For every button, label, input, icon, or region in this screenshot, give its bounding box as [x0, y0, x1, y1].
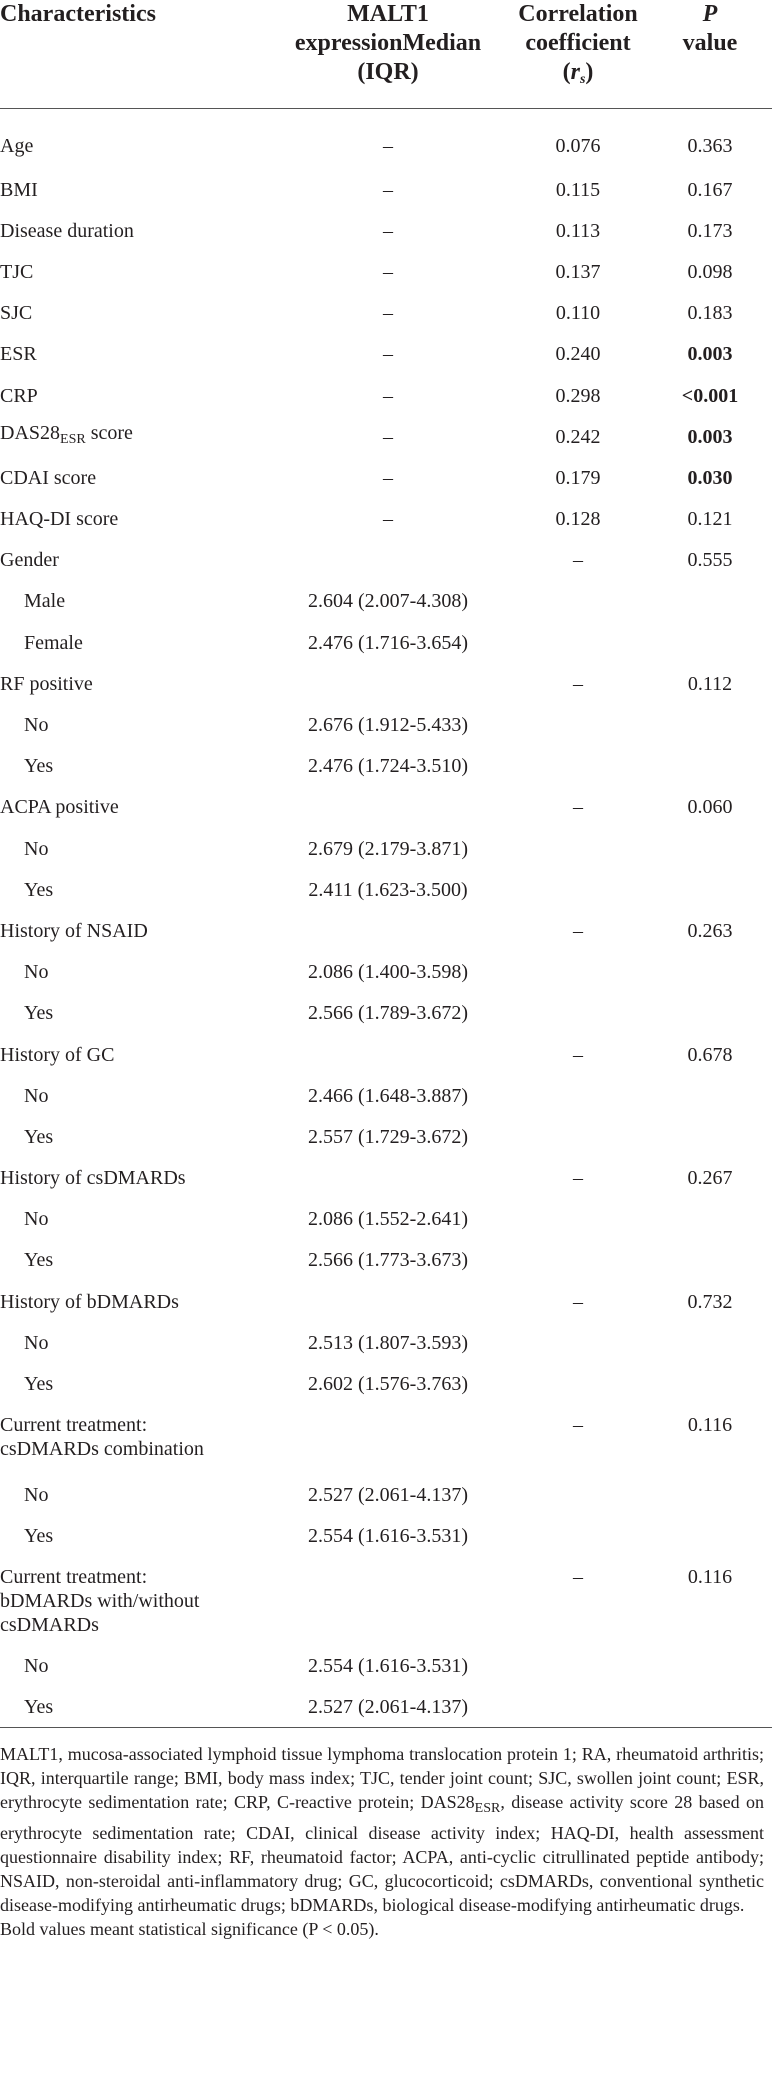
table-row	[0, 457, 772, 498]
table-row	[0, 210, 772, 251]
row-label: Yes	[24, 1695, 54, 1718]
row-median	[268, 540, 508, 581]
row-label: Yes	[24, 1249, 54, 1272]
row-label: SJC	[0, 302, 33, 325]
row-median: –	[383, 219, 393, 242]
row-p-value	[648, 1516, 772, 1557]
row-label: ESR	[0, 343, 37, 366]
row-p-value-significant: 0.003	[687, 425, 733, 448]
row-p-value	[648, 869, 772, 910]
row-label: CRP	[0, 384, 38, 407]
row-p-value	[648, 993, 772, 1034]
row-label: No	[24, 837, 49, 860]
row-p-value	[648, 746, 772, 787]
row-p-value	[648, 1475, 772, 1516]
table-row	[0, 1158, 772, 1199]
row-label: History of csDMARDs	[0, 1167, 186, 1190]
row-p-value: 0.116	[687, 1566, 733, 1588]
row-median: 2.602 (1.576-3.763)	[308, 1373, 468, 1396]
row-median: 2.527 (2.061-4.137)	[308, 1484, 468, 1507]
row-p-value	[648, 1322, 772, 1363]
table-row	[0, 1363, 772, 1404]
row-correlation	[508, 1199, 648, 1240]
row-correlation: –	[573, 1167, 583, 1190]
row-correlation	[508, 622, 648, 663]
row-p-value-significant: 0.030	[687, 466, 733, 489]
row-label: Yes	[24, 1125, 54, 1148]
row-correlation: –	[573, 1043, 583, 1066]
row-label: History of bDMARDs	[0, 1290, 179, 1313]
table-row	[0, 1645, 772, 1686]
row-label: Current treatment: csDMARDs combination	[0, 1413, 204, 1460]
header-malt1-expression: MALT1 expressionMedian (IQR)	[294, 1, 482, 85]
row-correlation	[508, 1645, 648, 1686]
row-correlation: 0.240	[555, 343, 601, 366]
table-row	[0, 1557, 772, 1645]
row-label: No	[24, 1654, 49, 1677]
row-label: No	[24, 1331, 49, 1354]
row-correlation	[508, 828, 648, 869]
row-correlation	[508, 1240, 648, 1281]
row-median	[268, 1405, 508, 1475]
row-p-value: 0.098	[687, 260, 733, 283]
row-label: Gender	[0, 549, 59, 572]
row-correlation: –	[573, 672, 583, 695]
row-median	[268, 1281, 508, 1322]
row-median: –	[383, 302, 393, 325]
row-correlation	[508, 1075, 648, 1116]
header-characteristics: Characteristics	[0, 1, 156, 27]
table-row	[0, 416, 772, 457]
row-label: Male	[24, 590, 66, 613]
table-row	[0, 1686, 772, 1728]
row-median: 2.676 (1.912-5.433)	[308, 714, 468, 737]
row-p-value	[648, 1363, 772, 1404]
row-correlation: 0.242	[555, 425, 601, 448]
row-correlation: 0.115	[555, 178, 601, 201]
row-p-value: 0.060	[687, 796, 733, 819]
row-label: ACPA positive	[0, 796, 119, 819]
table-row	[0, 1281, 772, 1322]
row-p-value	[648, 581, 772, 622]
table-row	[0, 952, 772, 993]
row-label: Disease duration	[0, 219, 134, 242]
row-label: Yes	[24, 1002, 54, 1025]
table-row	[0, 869, 772, 910]
row-correlation: 0.128	[555, 508, 601, 531]
table-row	[0, 746, 772, 787]
row-correlation: –	[573, 1566, 583, 1588]
row-correlation: –	[573, 796, 583, 819]
row-label: $DAS28_{ESR}$ score	[0, 422, 133, 448]
row-correlation	[508, 1686, 648, 1728]
row-label: TJC	[0, 260, 34, 283]
row-label: Female	[24, 631, 83, 654]
row-p-value	[648, 1075, 772, 1116]
row-label: No	[24, 1208, 49, 1231]
table-row	[0, 251, 772, 292]
row-median: 2.557 (1.729-3.672)	[308, 1125, 468, 1148]
row-correlation	[508, 869, 648, 910]
row-median	[268, 910, 508, 951]
table-row	[0, 1322, 772, 1363]
significance-note: Bold values meant statistical significance (P < 0.05).	[0, 1919, 379, 1940]
row-correlation	[508, 952, 648, 993]
row-p-value	[648, 704, 772, 745]
row-label: HAQ-DI score	[0, 508, 119, 531]
row-median: 2.566 (1.789-3.672)	[308, 1002, 468, 1025]
row-median: –	[383, 178, 393, 201]
row-label: Age	[0, 135, 34, 157]
row-median: –	[383, 135, 393, 157]
table-row	[0, 910, 772, 951]
row-p-value	[648, 622, 772, 663]
row-label: Yes	[24, 1525, 54, 1548]
table-header-row	[0, 0, 772, 109]
row-median: 2.476 (1.724-3.510)	[308, 755, 468, 778]
table-row	[0, 1075, 772, 1116]
table-row	[0, 622, 772, 663]
row-label: History of GC	[0, 1043, 115, 1066]
table-row	[0, 109, 772, 170]
row-p-value: 0.173	[687, 219, 733, 242]
row-median: –	[383, 343, 393, 366]
row-label: No	[24, 961, 49, 984]
row-median: 2.513 (1.807-3.593)	[308, 1331, 468, 1354]
row-label: No	[24, 1084, 49, 1107]
row-median: –	[383, 466, 393, 489]
abbreviations-note: MALT1, mucosa-associated lymphoid tissue lymphoma translocation protein 1; RA, rheumatoid arthritis; IQR, interquartile range; BMI, body mass index; TJC, tender joint count; SJC, swollen joint count; ESR, erythrocyte sedimentation rate; CRP, C-reactive protein; $DAS28_{ESR}$, disease activity score 28 based on erythrocyte sedimentation rate; CDAI, clinical disease activity index; HAQ-DI, health assessment questionnaire disability index; RF, rheumatoid factor; ACPA, anti-cyclic citrullinated peptide antibody; NSAID, non-steroidal anti-inflammatory drug; GC, glucocorticoid; csDMARDs, conventional synthetic disease-modifying antirheumatic drugs; bDMARDs, biological disease-modifying antirheumatic drugs.	[0, 1744, 764, 1916]
row-correlation: 0.137	[555, 260, 601, 283]
table-row	[0, 1475, 772, 1516]
row-correlation	[508, 1475, 648, 1516]
table-row	[0, 663, 772, 704]
table-row	[0, 499, 772, 540]
row-median: 2.554 (1.616-3.531)	[308, 1525, 468, 1548]
row-correlation	[508, 704, 648, 745]
header-correlation-coefficient: Correlation coefficient $(r_s)$	[518, 1, 638, 87]
row-correlation: –	[573, 1290, 583, 1313]
row-correlation: 0.298	[555, 384, 601, 407]
row-correlation	[508, 993, 648, 1034]
row-median: 2.554 (1.616-3.531)	[308, 1654, 468, 1677]
row-p-value: 0.732	[687, 1290, 733, 1313]
row-label: Yes	[24, 755, 54, 778]
row-p-value	[648, 1686, 772, 1728]
row-correlation	[508, 1322, 648, 1363]
table-row	[0, 704, 772, 745]
table-row	[0, 1405, 772, 1475]
row-p-value: 0.116	[687, 1413, 733, 1436]
row-p-value	[648, 828, 772, 869]
row-correlation	[508, 581, 648, 622]
row-p-value: 0.112	[687, 672, 733, 695]
row-correlation: 0.113	[555, 219, 601, 242]
row-median	[268, 663, 508, 704]
row-correlation: –	[573, 919, 583, 942]
row-p-value: 0.555	[687, 549, 733, 572]
row-p-value: 0.167	[687, 178, 733, 201]
row-correlation: 0.076	[555, 135, 601, 157]
row-label: Yes	[24, 1373, 54, 1396]
row-p-value: 0.183	[687, 302, 733, 325]
row-median	[268, 787, 508, 828]
row-correlation: –	[573, 1413, 583, 1436]
row-median	[268, 1557, 508, 1645]
table-row	[0, 1199, 772, 1240]
table-row	[0, 581, 772, 622]
row-label: No	[24, 714, 49, 737]
row-p-value-significant: <0.001	[681, 384, 739, 407]
row-median: 2.411 (1.623-3.500)	[308, 878, 468, 901]
row-median	[268, 1034, 508, 1075]
row-p-value: 0.121	[687, 508, 733, 531]
table-footnote	[0, 1728, 772, 1941]
table-row	[0, 787, 772, 828]
row-label: RF positive	[0, 672, 93, 695]
table-row	[0, 375, 772, 416]
row-label: BMI	[0, 178, 38, 201]
row-correlation	[508, 1116, 648, 1157]
row-median: 2.086 (1.400-3.598)	[308, 961, 468, 984]
table-row	[0, 1116, 772, 1157]
row-median: 2.679 (2.179-3.871)	[308, 837, 468, 860]
row-median: –	[383, 260, 393, 283]
row-correlation	[508, 746, 648, 787]
row-p-value: 0.263	[687, 919, 733, 942]
row-label: History of NSAID	[0, 919, 148, 942]
row-p-value-significant: 0.003	[687, 343, 733, 366]
row-label: Current treatment: bDMARDs with/without csDMARDs	[0, 1566, 200, 1636]
row-median: 2.604 (2.007-4.308)	[308, 590, 468, 613]
table-row	[0, 828, 772, 869]
table-row	[0, 169, 772, 210]
row-correlation	[508, 1516, 648, 1557]
row-median	[268, 1158, 508, 1199]
row-median: –	[383, 425, 393, 448]
row-median: 2.476 (1.716-3.654)	[308, 631, 468, 654]
row-label: No	[24, 1484, 49, 1507]
row-correlation	[508, 1363, 648, 1404]
row-p-value: 0.678	[687, 1043, 733, 1066]
row-p-value: 0.363	[687, 135, 733, 157]
row-median: 2.466 (1.648-3.887)	[308, 1084, 468, 1107]
row-p-value: 0.267	[687, 1167, 733, 1190]
row-p-value	[648, 952, 772, 993]
table-row	[0, 540, 772, 581]
row-label: Yes	[24, 878, 54, 901]
table-row	[0, 993, 772, 1034]
table-row	[0, 1516, 772, 1557]
table-row	[0, 293, 772, 334]
row-median: 2.527 (2.061-4.137)	[308, 1695, 468, 1718]
row-p-value	[648, 1116, 772, 1157]
table-row	[0, 1034, 772, 1075]
header-p-value: P value	[682, 1, 738, 56]
row-median: 2.086 (1.552-2.641)	[308, 1208, 468, 1231]
row-correlation: 0.179	[555, 466, 601, 489]
row-p-value	[648, 1645, 772, 1686]
row-p-value	[648, 1240, 772, 1281]
row-median: –	[383, 508, 393, 531]
row-p-value	[648, 1199, 772, 1240]
table-row	[0, 1240, 772, 1281]
row-correlation: 0.110	[555, 302, 601, 325]
row-label: CDAI score	[0, 466, 97, 489]
row-correlation: –	[573, 549, 583, 572]
table-row	[0, 334, 772, 375]
row-median: 2.566 (1.773-3.673)	[308, 1249, 468, 1272]
row-median: –	[383, 384, 393, 407]
